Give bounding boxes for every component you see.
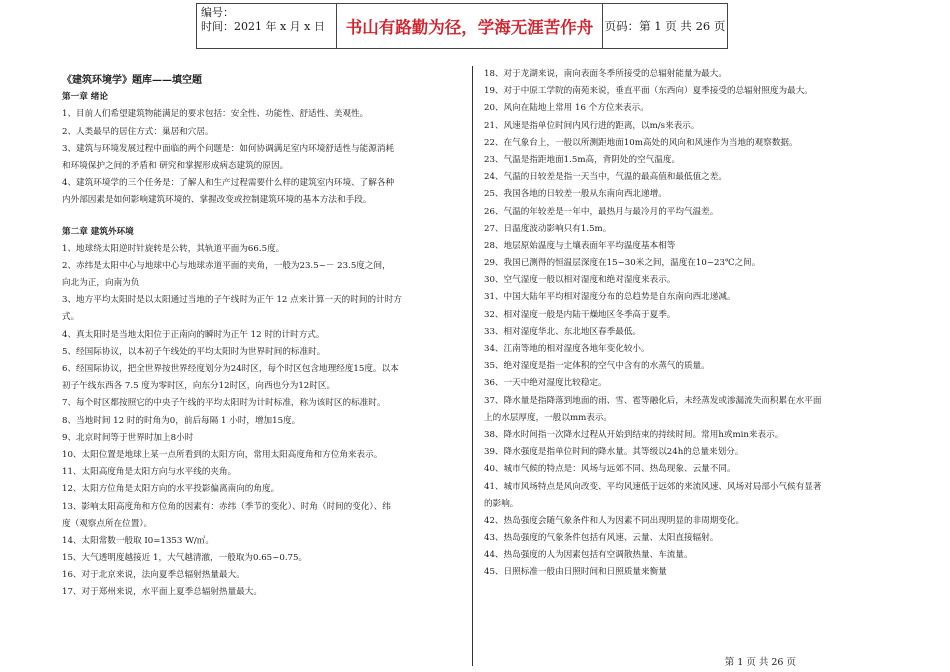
text-line: 23、气温是指距地面1.5m高，背阴处的空气温度。 [484,154,681,165]
text-line: 的影响。 [484,498,519,509]
header-bianhao: 编号： [201,6,234,19]
text-line: 初子午线东西各 7.5 度为零时区，向东分12时区，向西也分为12时区。 [62,381,336,392]
text-line: 37、降水量是指降落到地面的雨、雪、雹等融化后，未经蒸发或渗漏流失而积累在水平面 [484,395,822,406]
column-divider [472,66,473,666]
text-line: 10、太阳位置是地球上某一点所看到的太阳方向，常用太阳高度角和方位角来表示。 [62,449,383,460]
text-line: 15、大气透明度越接近 1，大气越清澈，一般取为0.65~0.75。 [62,553,308,564]
text-line: 31、中国大陆年平均相对湿度分布的总趋势是自东南向西北递减。 [484,292,736,303]
text-line: 5、经国际协议，以本初子午线处的平均太阳时为世界时间的标准时。 [62,346,326,357]
text-line: 11、太阳高度角是太阳方向与水平线的夹角。 [62,467,237,478]
text-line: 16、对于北京来说，法向夏季总辐射热量最大。 [62,570,245,581]
text-line: 24、气温的日较差是指一天当中，气温的最高值和最低值之差。 [484,172,727,183]
left-column [62,72,464,602]
text-line: 4、真太阳时是当地太阳位于正南向的瞬时为正午 12 时的计时方式。 [62,329,325,340]
text-line: 20、风向在陆地上常用 16 个方位来表示。 [484,103,649,114]
text-line: 38、降水时间指一次降水过程从开始到结束的持续时间。常用h或min来表示。 [484,429,784,440]
text-line: 41、城市风场特点是风向改变、平均风速低于远郊的来流风速、风场对局部小气候有显著 [484,481,822,492]
text-line: 8、当地时间 12 时的时角为0，前后每隔 1 小时，增加15度。 [62,415,301,426]
text-line: 式。 [62,312,80,323]
text-line: 33、相对湿度华北、东北地区春季最低。 [484,326,642,337]
text-line: 39、降水强度是指单位时间的降水量。其等级以24h的总量来划分。 [484,447,744,458]
text-line: 4、建筑环境学的三个任务是：了解人和生产过程需要什么样的建筑室内环境、了解各种 [62,178,395,189]
text-line: 19、对于中原工学院的南苑来说，垂直平面（东西向）夏季接受的总辐射照度为最大。 [484,86,813,97]
header-meta-cell [197,4,337,48]
text-line [62,210,464,224]
header-page: 页码：第 1 页 共 26 页 [604,19,726,33]
text-line: 21、风速是指单位时间内风行进的距离，以m/s来表示。 [484,120,700,131]
header-motto: 书山有路勤为径，学海无涯苦作舟 [337,4,603,48]
text-line: 27、日温度波动影响只有1.5m。 [484,223,612,234]
text-line: 2、赤纬是太阳中心与地球中心与地球赤道平面的夹角，一般为23.5~－ 23.5度之间， [62,260,391,271]
text-line: 18、对于龙湖来说，南向表面冬季所接受的总辐射能量为最大。 [484,69,727,79]
text-line: 40、城市气候的特点是：风场与远郊不同、热岛现象、云量不同。 [484,464,736,475]
text-line: 28、地层原始温度与土壤表面年平均温度基本相等 [484,240,676,251]
text-line: 3、建筑与环境发展过程中面临的两个问题是：如何协调满足室内环境舒适性与能源消耗 [62,143,395,154]
text-line: 和环境保护之间的矛盾和 研究和掌握形成病态建筑的原因。 [62,160,289,171]
text-line: 43、热岛强度的气象条件包括有风速、云量、太阳直接辐射。 [484,533,719,544]
chapter-heading: 第一章 绪论 [62,92,108,103]
text-line: 45、日照标准一般由日照时间和日照质量来衡量 [484,567,667,578]
text-line: 30、空气湿度一般以相对湿度和绝对湿度来表示。 [484,275,676,286]
text-line: 42、热岛强度会随气象条件和人为因素不同出现明显的非周期变化。 [484,515,745,526]
text-line: 2、人类最早的居住方式：巢居和穴居。 [62,126,214,137]
text-line: 17、对于郑州来说，水平面上夏季总辐射热量最大。 [62,587,262,598]
text-line: 14、太阳常数一般取 I0=1353 W/㎡。 [62,535,214,546]
text-line: 1、地球绕太阳逆时针旋转是公转，其轨道平面为66.5度。 [62,243,285,254]
text-line: 12、太阳方位角是太阳方向的水平投影偏离南向的角度。 [62,484,280,495]
header-table [196,3,728,49]
text-line: 13、影响太阳高度角和方位角的因素有：赤纬（季节的变化）、时角（时间的变化）、纬 [62,501,391,512]
text-line: 9、北京时间等于世界时加上8小时 [62,432,194,443]
text-line: 25、我国各地的日较差一般从东南向西北递增。 [484,189,667,200]
text-line: 度（观察点所在位置）。 [62,518,153,529]
text-line: 22、在气象台上，一般以所测距地面10m高处的风向和风速作为当地的观察数据。 [484,137,798,148]
text-line: 1、目前人们希望建筑物能满足的要求包括：安全性、功能性、舒适性、美观性。 [62,109,369,120]
header-time: 时间：2021 年 x 月 x 日 [201,20,325,33]
text-line: 向北为正，向南为负 [62,278,140,289]
text-line: 36、一天中绝对湿度比较稳定。 [484,378,607,389]
text-line: 内外部因素是如何影响建筑环境的、掌握改变或控制建筑环境的基本方法和手段。 [62,195,372,206]
text-line: 3、地方平均太阳时是以太阳通过当地的子午线时为正午 12 点来计算一天的时间的计时方 [62,295,402,306]
text-line: 6、经国际协议，把全世界按世界经度划分为24时区，每个时区包含地理经度15度。以本 [62,364,399,374]
right-column [484,66,884,582]
text-line: 34、江南等地的相对湿度各地年变化较小。 [484,344,650,354]
document-title: 《建筑环境学》题库——填空题 [62,75,202,86]
text-line: 上的水层厚度，一般以mm表示。 [484,412,613,423]
text-line: 35、绝对湿度是指一定体积的空气中含有的水蒸气的质量。 [484,361,710,372]
text-line: 44、热岛强度的人为因素包括有空调散热量、车流量。 [484,550,693,561]
text-line: 7、每个时区都按照它的中央子午线的平均太阳时为计时标准，称为该时区的标准时。 [62,398,386,409]
text-line: 29、我国已测得的恒温层深度在15~30米之间，温度在10~23℃之间。 [484,258,761,269]
text-line: 32、相对湿度一般是内陆干燥地区冬季高于夏季。 [484,309,676,320]
page-footer: 第 1 页 共 26 页 [724,657,796,668]
text-line: 26、气温的年较差是一年中，最热月与最冷月的平均气温差。 [484,206,719,217]
chapter-heading: 第二章 建筑外环境 [62,226,134,237]
